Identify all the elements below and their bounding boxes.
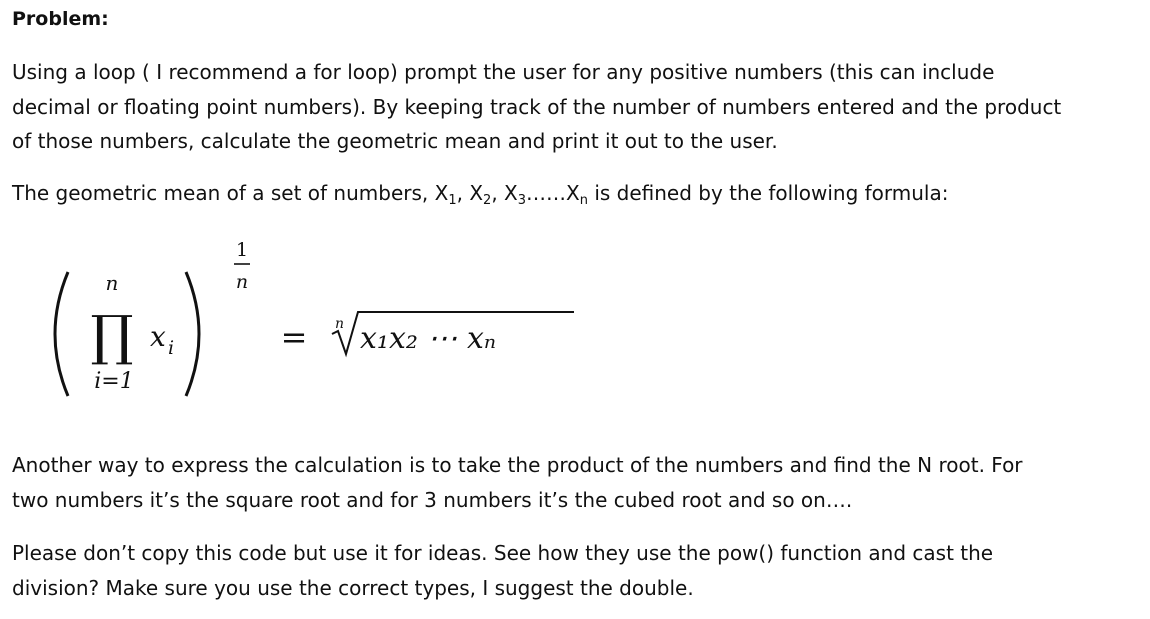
intro-paragraph [12,55,1142,159]
product-term-subscript: i [168,337,175,359]
product-symbol: ∏ [90,304,134,367]
product-lower-limit: i=1 [94,369,134,394]
product-upper-limit: n [105,271,119,295]
radicand: x₁x₂ ⋯ xₙ [360,321,497,356]
separator: , X [491,181,518,205]
definition-line [12,176,1142,211]
subscript-3: 3 [517,193,527,208]
subscript-2: 2 [483,193,492,208]
note-paragraph [12,536,1142,605]
exponent-denominator: n [235,271,249,293]
subscript-n: n [579,193,588,208]
another-way-line: two numbers it’s the square root and for 3 numbers it’s the cubed root and so on…. [12,487,853,512]
another-way-line: Another way to express the calculation is to take the product of the numbers and find the N root. For [12,453,1023,477]
geometric-mean-formula [40,236,600,406]
separator: , X [456,181,484,205]
right-parenthesis [186,272,199,396]
ellipsis: ……X [526,181,580,205]
problem-heading: Problem: [12,8,109,30]
intro-line: of those numbers, calculate the geometric mean and print it out to the user. [12,129,778,153]
product-term: x [150,320,166,353]
definition-prefix: The geometric mean of a set of numbers, X [12,181,449,205]
exponent-numerator: 1 [235,239,249,261]
note-line: division? Make sure you use the correct types, I suggest the double. [12,575,694,600]
definition-suffix: is defined by the following formula: [587,181,949,205]
subscript-1: 1 [448,193,457,208]
another-way-paragraph [12,448,1142,517]
definition-paragraph [12,176,1142,211]
root-index: n [335,316,345,332]
left-parenthesis [55,272,68,396]
intro-line: Using a loop ( I recommend a for loop) prompt the user for any positive numbers (this can include [12,60,995,84]
intro-line: decimal or floating point numbers). By keeping track of the number of numbers entered and the product [12,94,1062,119]
equals-sign: = [280,318,308,356]
note-line: Please don’t copy this code but use it for ideas. See how they use the pow() function and cast the [12,541,994,565]
